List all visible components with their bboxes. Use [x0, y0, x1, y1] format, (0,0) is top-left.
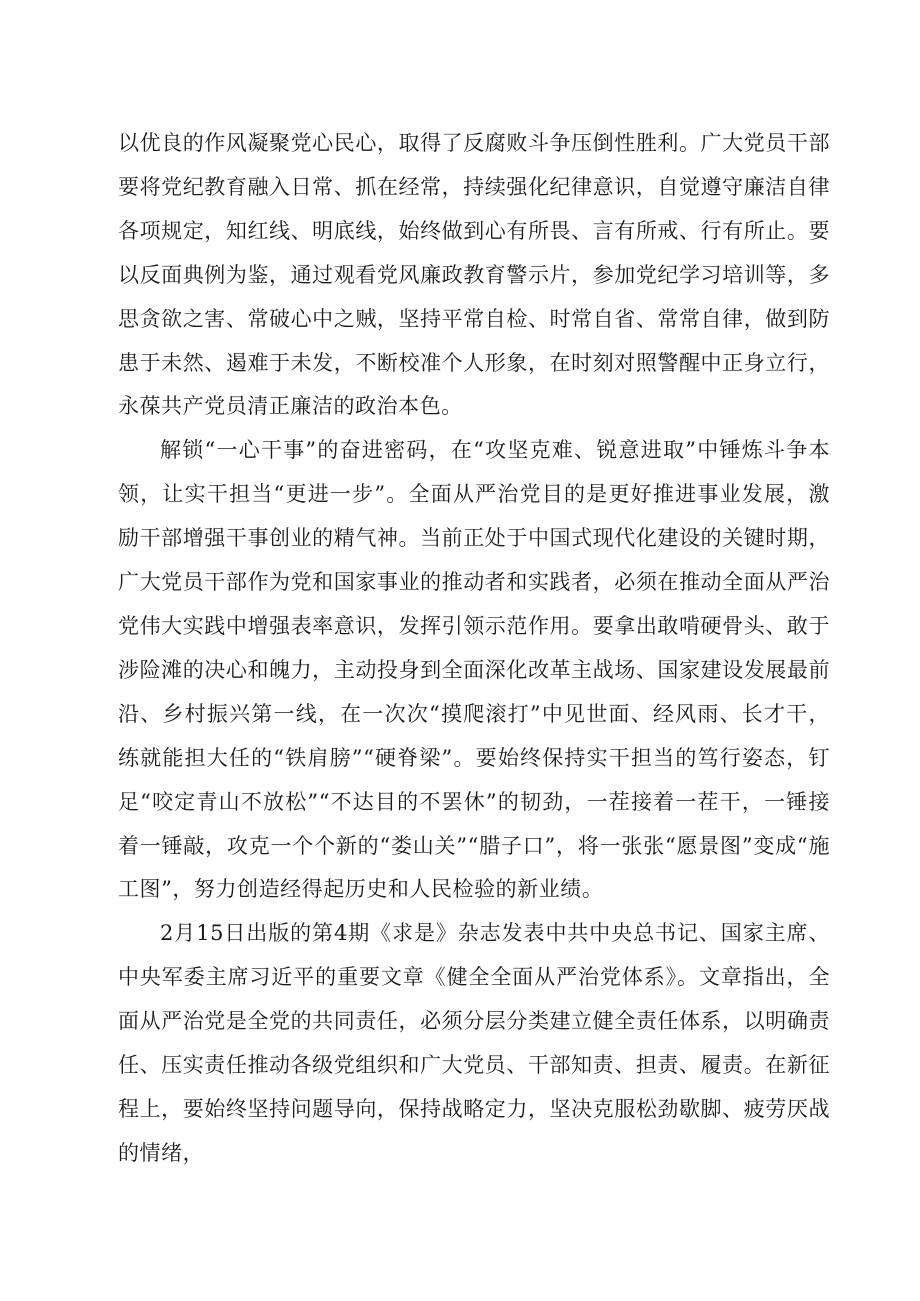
document-body: [118, 122, 830, 1176]
paragraph-1: 以优良的作风凝聚党心民心，取得了反腐败斗争压倒性胜利。广大党员干部要将党纪教育融入日常、抓在经常，持续强化纪律意识，自觉遵守廉洁自律各项规定，知红线、明底线，始终做到心有所畏、言有所戒、行有所止。要以反面典例为鉴，通过观看党风廉政教育警示片，参加党纪学习培训等，多思贪欲之害、常破心中之贼，坚持平常自检、时常自省、常常自律，做到防患于未然、遏难于未发，不断校准个人形象，在时刻对照警醒中正身立行，永葆共产党员清正廉洁的政治本色。: [118, 131, 830, 419]
paragraph-3: 2月15日出版的第4期《求是》杂志发表中共中央总书记、国家主席、中央军委主席习近平的重要文章《健全全面从严治党体系》。文章指出，全面从严治党是全党的共同责任，必须分层分类建立健全责任体系，以明确责任、压实责任推动各级党组织和广大党员、干部知责、担责、履责。在新征程上，要始终坚持问题导向，保持战略定力，坚决克服松劲歇脚、疲劳厌战的情绪，: [118, 921, 830, 1165]
paragraph-2: 解锁“一心干事”的奋进密码，在“攻坚克难、锐意进取”中锤炼斗争本领，让实干担当“更进一步”。全面从严治党目的是更好推进事业发展，激励干部增强干事创业的精气神。当前正处于中国式现代化建设的关键时期，广大党员干部作为党和国家事业的推动者和实践者，必须在推动全面从严治党伟大实践中增强表率意识，发挥引领示范作用。要拿出敢啃硬骨头、敢于涉险滩的决心和魄力，主动投身到全面深化改革主战场、国家建设发展最前沿、乡村振兴第一线，在一次次“摸爬滚打”中见世面、经风雨、长才干，练就能担大任的“铁肩膀”“硬脊梁”。要始终保持实干担当的笃行姿态，钉足“咬定青山不放松”“不达目的不罢休”的韧劲，一茬接着一茬干，一锤接着一锤敲，攻克一个个新的“娄山关”“腊子口”，将一张张“愿景图”变成“施工图”，努力创造经得起历史和人民检验的新业绩。: [118, 438, 830, 902]
